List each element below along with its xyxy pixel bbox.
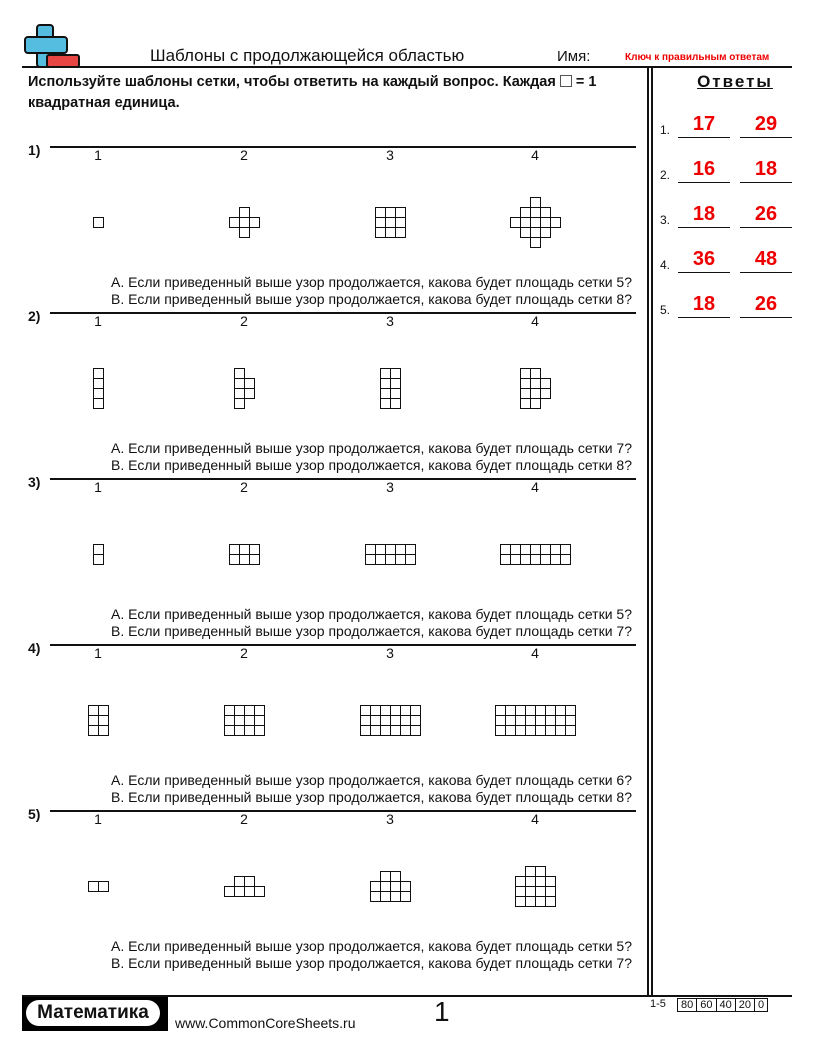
answer-b: 48 — [740, 248, 792, 273]
problem-number: 5) — [28, 806, 41, 822]
score-cell: 80 — [677, 998, 697, 1012]
answer-b: 18 — [740, 158, 792, 183]
unit-square-icon — [560, 75, 572, 87]
grid-cell — [254, 886, 265, 897]
answer-number: 4. — [660, 258, 671, 272]
figure-label: 4 — [531, 479, 539, 495]
answer-a: 36 — [678, 248, 730, 273]
figure-label: 3 — [386, 479, 394, 495]
score-cell: 60 — [696, 998, 716, 1012]
answer-number: 3. — [660, 213, 671, 227]
problem-number: 3) — [28, 474, 41, 490]
grid-cell — [550, 217, 561, 228]
grid-cell — [540, 388, 551, 399]
pattern-figure-4 — [520, 368, 550, 408]
grid-cell — [565, 725, 576, 736]
figure-label: 1 — [94, 313, 102, 329]
pattern-figure-4 — [515, 866, 555, 906]
figure-label: 3 — [386, 811, 394, 827]
question-a: A. Если приведенный выше узор продолжается, какова будет площадь сетки 6? — [111, 772, 632, 788]
grid-cell — [254, 725, 265, 736]
question-a: A. Если приведенный выше узор продолжается, какова будет площадь сетки 5? — [111, 606, 632, 622]
answer-b: 29 — [740, 113, 792, 138]
score-table — [678, 998, 768, 1012]
column-divider — [647, 67, 649, 995]
pattern-figure-3 — [365, 544, 415, 564]
grid-cell — [530, 237, 541, 248]
page-number: 1 — [434, 996, 450, 1027]
answer-number: 2. — [660, 168, 671, 182]
pattern-figure-4 — [500, 544, 570, 564]
instructions — [28, 72, 638, 114]
grid-cell — [390, 398, 401, 409]
grid-cell — [530, 398, 541, 409]
figure-label: 2 — [240, 147, 248, 163]
problem-number: 4) — [28, 640, 41, 656]
answer-b: 26 — [740, 293, 792, 318]
pattern-figure-2 — [224, 876, 264, 896]
figure-label: 2 — [240, 811, 248, 827]
figure-label: 1 — [94, 147, 102, 163]
score-cell: 40 — [716, 998, 736, 1012]
pattern-figure-2 — [224, 705, 264, 735]
pattern-figure-4 — [510, 197, 560, 247]
figure-label: 2 — [240, 479, 248, 495]
pattern-figure-1 — [88, 705, 108, 735]
header-divider — [22, 66, 792, 68]
question-a: A. Если приведенный выше узор продолжается, какова будет площадь сетки 5? — [111, 938, 632, 954]
grid-cell — [93, 398, 104, 409]
grid-cell — [249, 217, 260, 228]
grid-cell — [234, 398, 245, 409]
figure-label: 3 — [386, 147, 394, 163]
grid-cell — [395, 227, 406, 238]
instructions-text: = 1 квадратная единица. — [28, 74, 597, 111]
grid-cell — [98, 881, 109, 892]
answer-key-label: Ключ к правильным ответам — [625, 52, 770, 63]
figure-label: 3 — [386, 313, 394, 329]
pattern-figure-2 — [234, 368, 254, 408]
problem-number: 2) — [28, 308, 41, 324]
problem-number: 1) — [28, 142, 41, 158]
column-divider — [651, 67, 653, 995]
site-url: www.CommonCoreSheets.ru — [175, 1015, 356, 1031]
answer-a: 16 — [678, 158, 730, 183]
grid-cell — [93, 554, 104, 565]
pattern-figure-4 — [495, 705, 575, 735]
answer-a: 18 — [678, 203, 730, 228]
answer-number: 5. — [660, 303, 671, 317]
grid-cell — [405, 554, 416, 565]
grid-cell — [410, 725, 421, 736]
brand-name: Математика — [26, 1000, 160, 1026]
score-cell: 20 — [735, 998, 755, 1012]
figure-label: 4 — [531, 811, 539, 827]
grid-cell — [545, 896, 556, 907]
figure-label: 3 — [386, 645, 394, 661]
pattern-figure-2 — [229, 544, 259, 564]
figure-label: 4 — [531, 645, 539, 661]
answers-title: Ответы — [697, 72, 773, 91]
question-b: B. Если приведенный выше узор продолжается, какова будет площадь сетки 8? — [111, 457, 632, 473]
pattern-figure-3 — [380, 368, 400, 408]
pattern-figure-1 — [93, 544, 103, 564]
pattern-figure-3 — [360, 705, 420, 735]
figure-label: 1 — [94, 479, 102, 495]
brand-logo — [22, 997, 168, 1031]
pattern-figure-3 — [375, 207, 405, 237]
score-range: 1-5 — [650, 998, 666, 1010]
pattern-figure-2 — [229, 207, 259, 237]
question-a: A. Если приведенный выше узор продолжается, какова будет площадь сетки 5? — [111, 274, 632, 290]
pattern-figure-3 — [370, 871, 410, 901]
question-a: A. Если приведенный выше узор продолжается, какова будет площадь сетки 7? — [111, 440, 632, 456]
pattern-figure-1 — [88, 881, 108, 891]
answer-number: 1. — [660, 123, 671, 137]
answer-a: 17 — [678, 113, 730, 138]
grid-cell — [244, 388, 255, 399]
figure-label: 4 — [531, 313, 539, 329]
pattern-figure-1 — [93, 368, 103, 408]
question-b: B. Если приведенный выше узор продолжается, какова будет площадь сетки 8? — [111, 291, 632, 307]
grid-cell — [98, 725, 109, 736]
grid-cell — [540, 227, 551, 238]
pattern-figure-1 — [93, 217, 103, 227]
figure-label: 1 — [94, 811, 102, 827]
grid-cell — [239, 227, 250, 238]
instructions-text: Используйте шаблоны сетки, чтобы ответить на каждый вопрос. Каждая — [28, 74, 556, 90]
figure-label: 4 — [531, 147, 539, 163]
question-b: B. Если приведенный выше узор продолжается, какова будет площадь сетки 7? — [111, 955, 632, 971]
score-cell: 0 — [754, 998, 768, 1012]
grid-cell — [249, 554, 260, 565]
page-title: Шаблоны с продолжающейся областью — [150, 46, 465, 65]
question-b: B. Если приведенный выше узор продолжается, какова будет площадь сетки 7? — [111, 623, 632, 639]
answer-a: 18 — [678, 293, 730, 318]
grid-cell — [400, 891, 411, 902]
grid-cell — [93, 217, 104, 228]
figure-label: 2 — [240, 313, 248, 329]
answer-b: 26 — [740, 203, 792, 228]
figure-label: 2 — [240, 645, 248, 661]
name-label: Имя: — [557, 48, 591, 65]
grid-cell — [560, 554, 571, 565]
figure-label: 1 — [94, 645, 102, 661]
question-b: B. Если приведенный выше узор продолжается, какова будет площадь сетки 8? — [111, 789, 632, 805]
